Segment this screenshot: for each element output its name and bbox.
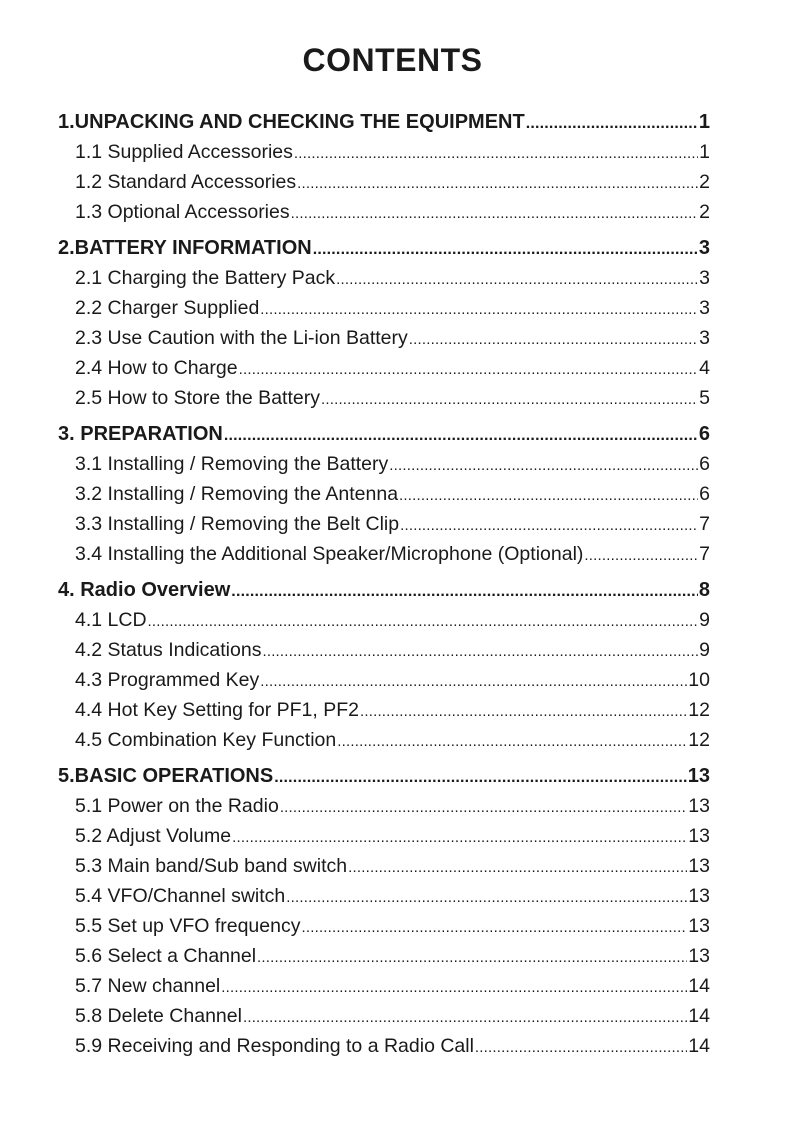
toc-entry-label: 5.7 New channel: [75, 975, 221, 997]
toc-subsection[interactable]: [58, 695, 710, 725]
table-of-contents: [58, 107, 710, 1061]
toc-entry-label: 3. PREPARATION: [58, 423, 223, 445]
toc-subsection[interactable]: [58, 197, 710, 227]
toc-section[interactable]: [58, 107, 710, 137]
toc-entry-label: 5.BASIC OPERATIONS: [58, 765, 274, 787]
toc-entry-label: 2.BATTERY INFORMATION: [58, 237, 312, 259]
dot-leader: [360, 697, 687, 727]
toc-page-number: 2: [699, 201, 710, 223]
toc-page-number: 3: [699, 267, 710, 289]
toc-subsection[interactable]: [58, 383, 710, 413]
toc-entry-label: 5.8 Delete Channel: [75, 1005, 242, 1027]
toc-entry-label: 4. Radio Overview: [58, 579, 231, 601]
dot-leader: [475, 1033, 687, 1063]
dot-leader: [294, 139, 698, 169]
dot-leader: [297, 169, 698, 199]
toc-page-number: 13: [688, 825, 710, 847]
toc-page-number: 5: [699, 387, 710, 409]
toc-entry-label: 1.1 Supplied Accessories: [75, 141, 293, 163]
toc-page-number: 13: [688, 915, 710, 937]
dot-leader: [526, 109, 698, 139]
toc-entry-label: 1.3 Optional Accessories: [75, 201, 290, 223]
dot-leader: [337, 727, 687, 757]
toc-entry-label: 3.4 Installing the Additional Speaker/Microphone (Optional): [75, 543, 584, 565]
dot-leader: [260, 295, 698, 325]
toc-page-number: 14: [688, 1005, 710, 1027]
toc-subsection[interactable]: [58, 821, 710, 851]
toc-entry-label: 2.5 How to Store the Battery: [75, 387, 320, 409]
toc-subsection[interactable]: [58, 791, 710, 821]
toc-entry-label: 4.5 Combination Key Function: [75, 729, 337, 751]
dot-leader: [291, 199, 699, 229]
toc-section[interactable]: [58, 575, 710, 605]
toc-subsection[interactable]: [58, 971, 710, 1001]
dot-leader: [274, 763, 687, 793]
toc-page-number: 1: [698, 111, 710, 133]
dot-leader: [400, 511, 698, 541]
toc-subsection[interactable]: [58, 449, 710, 479]
toc-subsection[interactable]: [58, 605, 710, 635]
dot-leader: [231, 577, 698, 607]
toc-subsection[interactable]: [58, 1031, 710, 1061]
toc-subsection[interactable]: [58, 911, 710, 941]
toc-subsection[interactable]: [58, 635, 710, 665]
toc-subsection[interactable]: [58, 881, 710, 911]
dot-leader: [584, 541, 698, 571]
toc-page-number: 10: [688, 669, 710, 691]
toc-entry-label: 2.4 How to Charge: [75, 357, 238, 379]
toc-subsection[interactable]: [58, 479, 710, 509]
toc-subsection[interactable]: [58, 539, 710, 569]
toc-page-number: 6: [699, 453, 710, 475]
toc-page-number: 9: [699, 609, 710, 631]
dot-leader: [148, 607, 699, 637]
toc-page-number: 2: [699, 171, 710, 193]
toc-page-number: 1: [699, 141, 710, 163]
toc-section[interactable]: [58, 233, 710, 263]
toc-entry-label: 3.1 Installing / Removing the Battery: [75, 453, 389, 475]
toc-entry-label: 4.3 Programmed Key: [75, 669, 260, 691]
dot-leader: [257, 943, 687, 973]
toc-subsection[interactable]: [58, 665, 710, 695]
toc-entry-label: 5.4 VFO/Channel switch: [75, 885, 286, 907]
dot-leader: [321, 385, 698, 415]
toc-page-number: 9: [699, 639, 710, 661]
dot-leader: [243, 1003, 687, 1033]
toc-subsection[interactable]: [58, 167, 710, 197]
dot-leader: [286, 883, 687, 913]
dot-leader: [409, 325, 698, 355]
dot-leader: [348, 853, 687, 883]
toc-page-number: 7: [699, 513, 710, 535]
toc-page-number: 12: [688, 699, 710, 721]
toc-page-number: 13: [688, 885, 710, 907]
toc-page-number: 13: [688, 855, 710, 877]
toc-page-number: 6: [698, 423, 710, 445]
toc-entry-label: 4.4 Hot Key Setting for PF1, PF2: [75, 699, 359, 721]
dot-leader: [313, 235, 698, 265]
toc-page-number: 8: [698, 579, 710, 601]
toc-page-number: 13: [687, 765, 710, 787]
dot-leader: [239, 355, 699, 385]
toc-page-number: 12: [688, 729, 710, 751]
toc-section[interactable]: [58, 761, 710, 791]
toc-page-number: 14: [688, 1035, 710, 1057]
toc-page-number: 13: [688, 945, 710, 967]
toc-entry-label: 1.UNPACKING AND CHECKING THE EQUIPMENT: [58, 111, 525, 133]
toc-entry-label: 5.6 Select a Channel: [75, 945, 257, 967]
toc-entry-label: 5.9 Receiving and Responding to a Radio Call: [75, 1035, 474, 1057]
toc-subsection[interactable]: [58, 293, 710, 323]
toc-subsection[interactable]: [58, 941, 710, 971]
dot-leader: [232, 823, 687, 853]
toc-page-number: 13: [688, 795, 710, 817]
toc-page-number: 4: [699, 357, 710, 379]
toc-subsection[interactable]: [58, 137, 710, 167]
dot-leader: [224, 421, 698, 451]
toc-entry-label: 3.2 Installing / Removing the Antenna: [75, 483, 399, 505]
toc-page-number: 6: [699, 483, 710, 505]
toc-entry-label: 5.1 Power on the Radio: [75, 795, 279, 817]
toc-entry-label: 3.3 Installing / Removing the Belt Clip: [75, 513, 400, 535]
toc-subsection[interactable]: [58, 263, 710, 293]
toc-page-number: 3: [698, 237, 710, 259]
dot-leader: [262, 637, 698, 667]
dot-leader: [221, 973, 687, 1003]
toc-subsection[interactable]: [58, 353, 710, 383]
toc-entry-label: 2.2 Charger Supplied: [75, 297, 260, 319]
toc-entry-label: 5.5 Set up VFO frequency: [75, 915, 301, 937]
toc-subsection[interactable]: [58, 725, 710, 755]
toc-page-number: 3: [699, 297, 710, 319]
toc-page-number: 7: [699, 543, 710, 565]
toc-entry-label: 4.1 LCD: [75, 609, 147, 631]
toc-entry-label: 5.3 Main band/Sub band switch: [75, 855, 348, 877]
dot-leader: [336, 265, 698, 295]
toc-section[interactable]: [58, 419, 710, 449]
dot-leader: [389, 451, 698, 481]
toc-subsection[interactable]: [58, 1001, 710, 1031]
toc-entry-label: 5.2 Adjust Volume: [75, 825, 232, 847]
toc-page-number: 14: [688, 975, 710, 997]
toc-entry-label: 2.1 Charging the Battery Pack: [75, 267, 336, 289]
dot-leader: [280, 793, 687, 823]
toc-entry-label: 2.3 Use Caution with the Li-ion Battery: [75, 327, 408, 349]
dot-leader: [301, 913, 687, 943]
toc-subsection[interactable]: [58, 323, 710, 353]
toc-entry-label: 1.2 Standard Accessories: [75, 171, 297, 193]
dot-leader: [399, 481, 698, 511]
toc-entry-label: 4.2 Status Indications: [75, 639, 262, 661]
toc-subsection[interactable]: [58, 509, 710, 539]
page-title: CONTENTS: [302, 42, 483, 78]
dot-leader: [260, 667, 687, 697]
toc-page-number: 3: [699, 327, 710, 349]
toc-subsection[interactable]: [58, 851, 710, 881]
